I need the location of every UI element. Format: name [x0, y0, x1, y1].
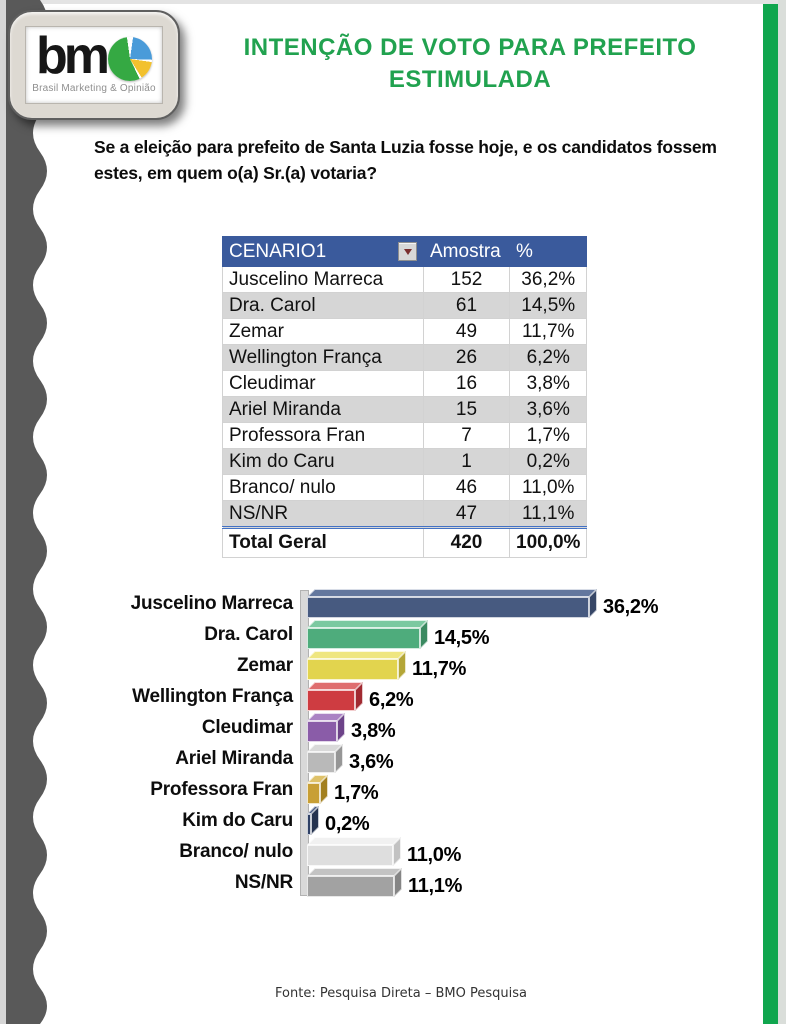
cell-pct: 11,1% [510, 501, 587, 528]
cell-amostra: 16 [424, 371, 510, 397]
value-label: 11,7% [412, 658, 467, 680]
category-label: Dra. Carol [204, 623, 293, 645]
cell-amostra: 7 [424, 423, 510, 449]
cell-amostra: 1 [424, 449, 510, 475]
cell-name: NS/NR [223, 501, 424, 528]
cell-name: Professora Fran [223, 423, 424, 449]
cell-pct: 1,7% [510, 423, 587, 449]
chart-row [15, 805, 775, 836]
cell-name: Dra. Carol [223, 293, 424, 319]
table-row [223, 371, 587, 397]
value-label: 3,6% [349, 751, 394, 773]
cell-name: Zemar [223, 319, 424, 345]
bar-area [307, 743, 775, 774]
table-row [223, 501, 587, 528]
bar [307, 867, 402, 898]
cell-name: Wellington França [223, 345, 424, 371]
category-label: Branco/ nulo [179, 840, 293, 862]
bar-face-front [307, 690, 355, 711]
cell-pct: 11,7% [510, 319, 587, 345]
category-label: Ariel Miranda [175, 747, 293, 769]
value-label: 14,5% [434, 627, 490, 649]
category-label: Wellington França [132, 685, 293, 707]
category-label: Juscelino Marreca [130, 592, 293, 614]
total-amostra: 420 [424, 528, 510, 558]
bar-area [307, 805, 775, 836]
bar [307, 712, 345, 743]
bar-face-top [307, 868, 402, 876]
table-row [223, 319, 587, 345]
cell-pct: 0,2% [510, 449, 587, 475]
chart-row [15, 774, 775, 805]
cell-amostra: 26 [424, 345, 510, 371]
category-label: Kim do Caru [182, 809, 293, 831]
bar-area [307, 836, 775, 867]
chart-row [15, 743, 775, 774]
bar-area [307, 681, 775, 712]
chart-row [15, 650, 775, 681]
cell-pct: 14,5% [510, 293, 587, 319]
filter-dropdown-button[interactable] [398, 242, 417, 261]
bar [307, 743, 343, 774]
bar-chart [15, 588, 775, 898]
bmo-logo [8, 10, 180, 120]
bar [307, 681, 363, 712]
page-title-line1: INTENÇÃO DE VOTO PARA PREFEITO [243, 34, 697, 61]
bar [307, 805, 319, 836]
pie-chart-logo-icon [108, 37, 152, 81]
chart-row [15, 619, 775, 650]
chart-row [15, 836, 775, 867]
bar [307, 588, 597, 619]
category-label: NS/NR [234, 871, 293, 893]
table-row [223, 345, 587, 371]
bar [307, 774, 328, 805]
cell-name: Ariel Miranda [223, 397, 424, 423]
category-label: Zemar [236, 654, 293, 676]
cell-pct: 6,2% [510, 345, 587, 371]
table-row [223, 475, 587, 501]
header-cell-amostra: Amostra [424, 237, 510, 267]
header-cell-cenario [223, 237, 424, 267]
cell-pct: 3,8% [510, 371, 587, 397]
bar-face-top [307, 651, 406, 659]
bar-face-front [307, 845, 393, 866]
total-label: Total Geral [223, 528, 424, 558]
value-label: 3,8% [351, 720, 396, 742]
table-row [223, 449, 587, 475]
cell-amostra: 15 [424, 397, 510, 423]
cell-pct: 3,6% [510, 397, 587, 423]
bar-face-top [307, 620, 428, 628]
table-row [223, 267, 587, 293]
top-edge-strip [0, 0, 786, 4]
bar-face-front [307, 721, 337, 742]
right-edge-strip [778, 0, 786, 1024]
bar [307, 650, 406, 681]
bar-face-front [307, 628, 420, 649]
value-label: 6,2% [369, 689, 414, 711]
cell-amostra: 47 [424, 501, 510, 528]
bar-face-top [307, 837, 401, 845]
bar-area [307, 588, 775, 619]
bar-face-front [307, 659, 398, 680]
value-label: 1,7% [334, 782, 379, 804]
logo-subtitle: Brasil Marketing & Opinião [32, 83, 156, 94]
bar [307, 619, 428, 650]
bar [307, 836, 401, 867]
cell-amostra: 49 [424, 319, 510, 345]
bar-area [307, 712, 775, 743]
cell-amostra: 61 [424, 293, 510, 319]
value-label: 11,1% [408, 875, 463, 897]
category-label: Cleudimar [201, 716, 293, 738]
cell-amostra: 152 [424, 267, 510, 293]
bar-area [307, 774, 775, 805]
bar-face-front [307, 752, 335, 773]
chart-row [15, 867, 775, 898]
chart-row [15, 588, 775, 619]
total-pct: 100,0% [510, 528, 587, 558]
cell-name: Branco/ nulo [223, 475, 424, 501]
table-row [223, 293, 587, 319]
bar-area [307, 867, 775, 898]
page-title-line2: ESTIMULADA [388, 65, 552, 93]
results-table [222, 236, 587, 558]
bar-area [307, 619, 775, 650]
survey-question: Se a eleição para prefeito de Santa Luzia fosse hoje, e os candidatos fossem estes, em quem o(a) Sr.(a) votaria? [94, 137, 717, 184]
bar-face-front [307, 783, 320, 804]
header-cell-pct: % [510, 237, 587, 267]
cell-name: Cleudimar [223, 371, 424, 397]
table-row [223, 397, 587, 423]
bar-area [307, 650, 775, 681]
bar-face-top [307, 589, 597, 597]
cell-amostra: 46 [424, 475, 510, 501]
bar-face-front [307, 876, 394, 897]
table-row [223, 423, 587, 449]
value-label: 36,2% [603, 596, 659, 618]
header-label-cenario: CENARIO1 [229, 240, 327, 262]
source-note: Fonte: Pesquisa Direta – BMO Pesquisa [275, 986, 527, 1001]
category-label: Professora Fran [150, 778, 293, 800]
page-title [205, 32, 735, 96]
table-total-row [223, 528, 587, 558]
table-header-row [223, 237, 587, 267]
value-label: 11,0% [407, 844, 462, 866]
cell-pct: 11,0% [510, 475, 587, 501]
logo-text: bm [36, 27, 106, 85]
dropdown-arrow-icon [404, 249, 412, 255]
cell-name: Kim do Caru [223, 449, 424, 475]
cell-name: Juscelino Marreca [223, 267, 424, 293]
chart-row [15, 681, 775, 712]
value-label: 0,2% [325, 813, 370, 835]
chart-row [15, 712, 775, 743]
cell-pct: 36,2% [510, 267, 587, 293]
bmo-logo-inner [25, 26, 163, 104]
bar-face-front [307, 597, 589, 618]
